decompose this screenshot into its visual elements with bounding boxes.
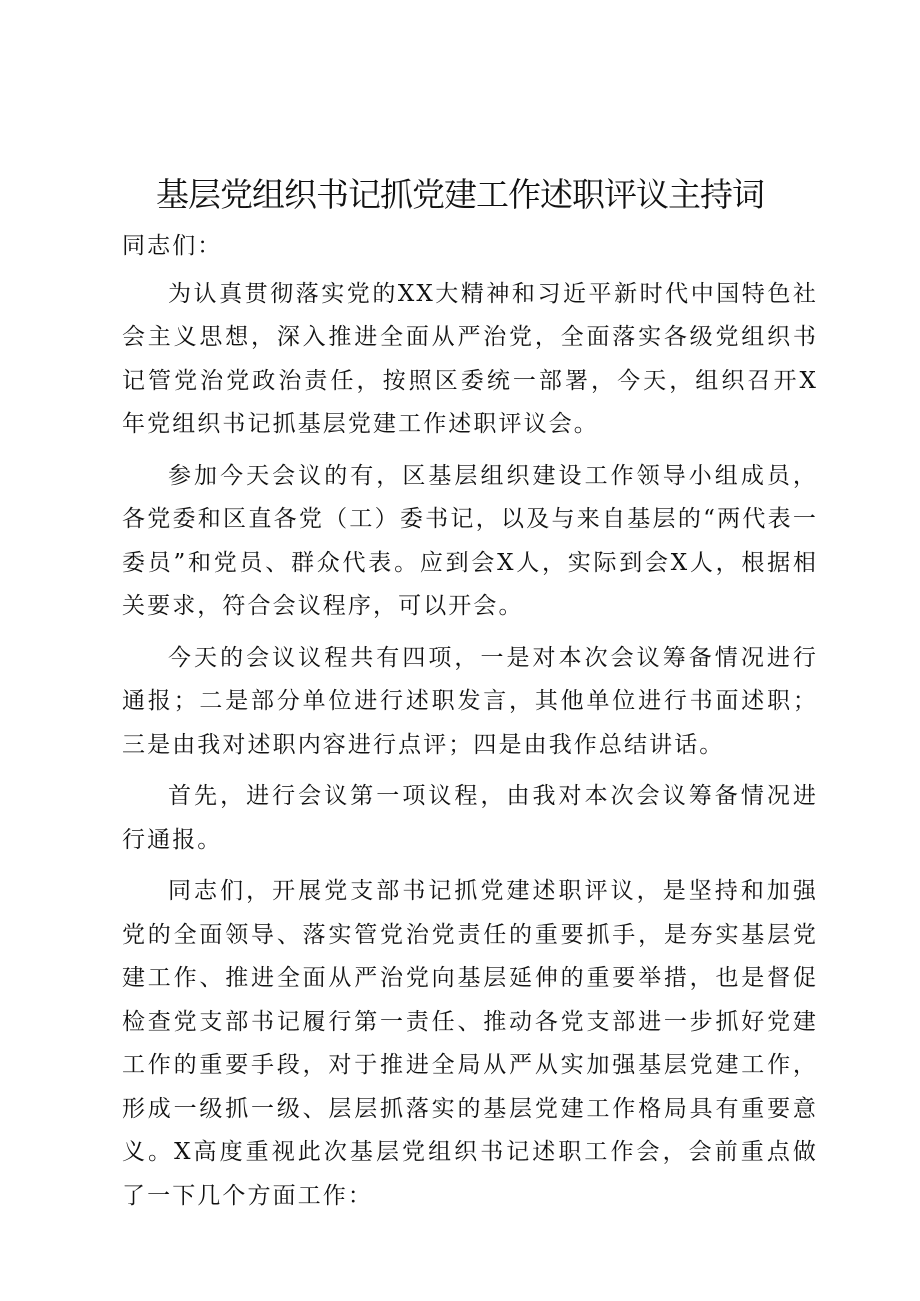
- paragraph-agenda: 今天的会议议程共有四项，一是对本次会议筹备情况进行通报；二是部分单位进行述职发言，其他单位进行书面述职；三是由我对述职内容进行点评；四是由我作总结讲话。: [122, 644, 818, 758]
- document-body: [122, 225, 818, 1226]
- paragraph-significance: 同志们，开展党支部书记抓党建述职评议，是坚持和加强党的全面领导、落实管党治党责任的重要抓手，是夯实基层党建工作、推进全面从严治党向基层延伸的重要举措，也是督促检查党支部书记履行第一责任、推动各党支部进一步抓好党建工作的重要手段，对于推进全局从严从实加强基层党建工作，形成一级抓一级、层层抓落实的基层党建工作格局具有重要意义。X高度重视此次基层党组织书记述职工作会，会前重点做了一下几个方面工作：: [122, 878, 818, 1209]
- paragraph-purpose: 为认真贯彻落实党的XX大精神和习近平新时代中国特色社会主义思想，深入推进全面从严治党，全面落实各级党组织书记管党治党政治责任，按照区委统一部署，今天，组织召开X年党组织书记抓基层党建工作述职评议会。: [122, 280, 818, 437]
- paragraph-first-item: 首先，进行会议第一项议程，由我对本次会议筹备情况进行通报。: [122, 783, 818, 853]
- paragraph-attendees: 参加今天会议的有，区基层组织建设工作领导小组成员，各党委和区直各党（工）委书记，以及与来自基层的“两代表一委员”和党员、群众代表。应到会X人，实际到会X人，根据相关要求，符合会议程序，可以开会。: [122, 462, 818, 619]
- salutation: 同志们：: [122, 233, 223, 259]
- document-title: 基层党组织书记抓党建工作述职评议主持词: [156, 175, 764, 214]
